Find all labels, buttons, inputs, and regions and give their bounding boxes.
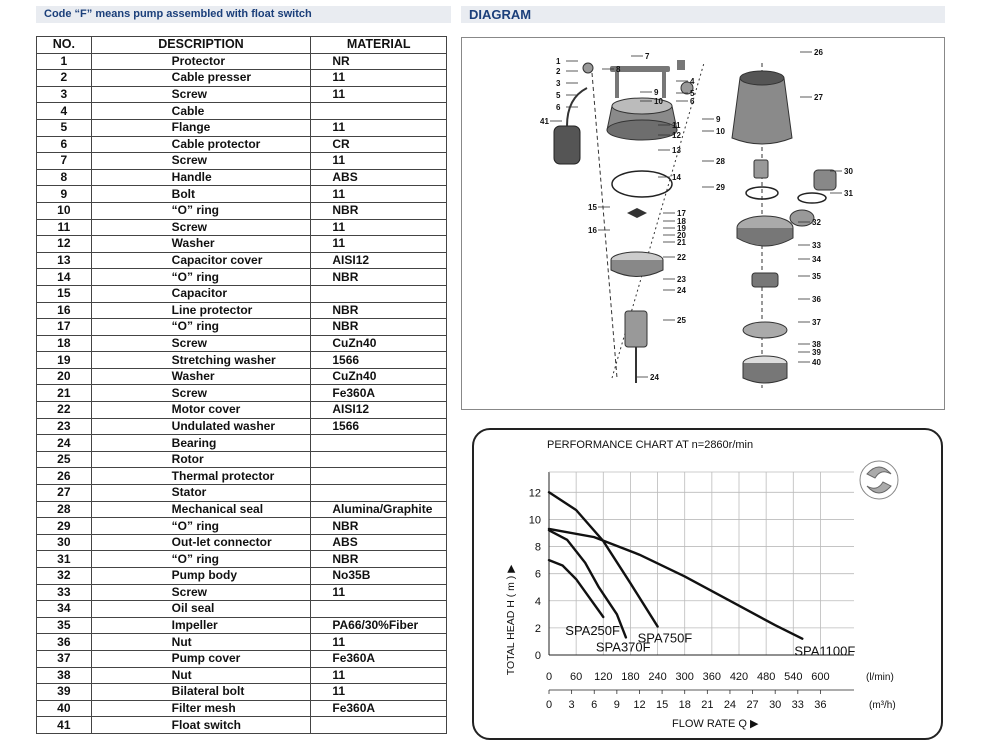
- pump-cover-part: [743, 322, 787, 338]
- y-tick-label: 6: [534, 568, 541, 581]
- cell-no: 13: [37, 252, 92, 269]
- table-row: [37, 534, 447, 551]
- cell-no: 34: [37, 601, 92, 618]
- chart-title: PERFORMANCE CHART AT n=2860r/min: [547, 439, 754, 451]
- cell-description: Screw: [91, 385, 311, 402]
- stator-part: [732, 71, 792, 144]
- table-row: [37, 501, 447, 518]
- x-tick-label-lmin: 60: [570, 671, 583, 683]
- cell-description: Washer: [91, 236, 311, 253]
- cell-material: AISI12: [311, 252, 447, 269]
- cell-no: 4: [37, 103, 92, 120]
- x-tick-label-lmin: 0: [545, 671, 553, 683]
- cell-no: 36: [37, 634, 92, 651]
- chart-axes: [549, 472, 854, 694]
- x-tick-label-m3h: 0: [545, 699, 553, 711]
- table-row: [37, 385, 447, 402]
- x-tick-label-m3h: 9: [613, 699, 620, 711]
- x-unit-m3h: (m³/h): [869, 700, 896, 711]
- exploded-diagram-drawing: [462, 38, 944, 409]
- chart-lines: [549, 492, 855, 658]
- cell-material: Fe360A: [311, 700, 447, 717]
- x-tick-label-lmin: 240: [648, 671, 667, 683]
- table-row: [37, 568, 447, 585]
- cell-no: 29: [37, 518, 92, 535]
- cell-description: Filter mesh: [91, 700, 311, 717]
- cell-description: Pump body: [91, 568, 311, 585]
- callout-label: 16: [588, 226, 597, 235]
- cell-description: Out-let connector: [91, 534, 311, 551]
- cell-no: 33: [37, 584, 92, 601]
- cell-description: Nut: [91, 634, 311, 651]
- callout-label: 9: [716, 115, 721, 124]
- cell-no: 28: [37, 501, 92, 518]
- cell-description: Stator: [91, 485, 311, 502]
- table-row: [37, 219, 447, 236]
- cell-material: ABS: [311, 534, 447, 551]
- cell-material: 11: [311, 634, 447, 651]
- table-row: [37, 319, 447, 336]
- series-label: SPA250F: [565, 623, 620, 639]
- x-tick-label-m3h: 24: [723, 699, 737, 711]
- callout-label: 35: [812, 272, 821, 281]
- table-row: [37, 402, 447, 419]
- callout-label: 19: [677, 224, 686, 233]
- cell-material: AISI12: [311, 402, 447, 419]
- cell-material: CuZn40: [311, 335, 447, 352]
- cell-material: NBR: [311, 302, 447, 319]
- cell-description: “O” ring: [91, 202, 311, 219]
- cell-material: Alumina/Graphite: [311, 501, 447, 518]
- y-tick-label: 8: [534, 541, 541, 554]
- callout-label: 7: [645, 52, 650, 61]
- cell-no: 5: [37, 119, 92, 136]
- table-row: [37, 368, 447, 385]
- cell-material: 11: [311, 70, 447, 87]
- rotor-part: [625, 311, 647, 383]
- callout-label: 41: [540, 117, 549, 126]
- x-tick-label-lmin: 360: [702, 671, 722, 683]
- callout-label: 39: [812, 348, 821, 357]
- motor-cover-part: [611, 252, 663, 277]
- cell-material: No35B: [311, 568, 447, 585]
- cell-material: [311, 468, 447, 485]
- cell-description: Undulated washer: [91, 418, 311, 435]
- cell-description: Bolt: [91, 186, 311, 203]
- table-row: [37, 601, 447, 618]
- callout-label: 2: [556, 67, 561, 76]
- cell-description: Line protector: [91, 302, 311, 319]
- cell-material: 1566: [311, 352, 447, 369]
- cell-description: Handle: [91, 169, 311, 186]
- cell-no: 7: [37, 153, 92, 170]
- callout-label: 29: [716, 183, 725, 192]
- table-row: [37, 86, 447, 103]
- cell-no: 9: [37, 186, 92, 203]
- callout-label: 6: [690, 97, 695, 106]
- callout-label: 11: [672, 121, 681, 130]
- pump-body-part: [737, 210, 814, 246]
- callout-label: 9: [654, 88, 659, 97]
- cell-material: NBR: [311, 202, 447, 219]
- callout-label: 8: [616, 65, 621, 74]
- cell-material: CR: [311, 136, 447, 153]
- cell-material: 1566: [311, 418, 447, 435]
- table-row: [37, 485, 447, 502]
- cell-description: Screw: [91, 86, 311, 103]
- table-row: [37, 103, 447, 120]
- table-row: [37, 335, 447, 352]
- cell-material: Fe360A: [311, 650, 447, 667]
- cell-no: 3: [37, 86, 92, 103]
- cell-material: PA66/30%Fiber: [311, 617, 447, 634]
- callout-label: 33: [812, 241, 821, 250]
- header-no: NO.: [37, 37, 92, 54]
- cell-description: “O” ring: [91, 518, 311, 535]
- diagram-title: DIAGRAM: [469, 7, 532, 22]
- cell-no: 37: [37, 650, 92, 667]
- cell-no: 18: [37, 335, 92, 352]
- cell-material: 11: [311, 186, 447, 203]
- cell-description: Bearing: [91, 435, 311, 452]
- callout-label: 40: [812, 358, 821, 367]
- table-row: [37, 53, 447, 70]
- cell-description: “O” ring: [91, 319, 311, 336]
- x-unit-lmin: (l/min): [866, 672, 894, 683]
- x-tick-label-lmin: 120: [594, 671, 613, 683]
- table-row: [37, 617, 447, 634]
- callout-label: 5: [690, 89, 695, 98]
- performance-chart-panel: [472, 428, 943, 740]
- x-tick-label-m3h: 33: [791, 699, 804, 711]
- table-row: [37, 169, 447, 186]
- cell-no: 27: [37, 485, 92, 502]
- cell-no: 31: [37, 551, 92, 568]
- cell-no: 8: [37, 169, 92, 186]
- cell-material: 11: [311, 684, 447, 701]
- x-tick-label-m3h: 18: [678, 699, 691, 711]
- callout-label: 13: [672, 146, 681, 155]
- callout-label: 21: [677, 238, 686, 247]
- exploded-diagram: [461, 37, 945, 410]
- y-axis-label: TOTAL HEAD H ( m ) ▶: [505, 564, 517, 676]
- table-row: [37, 136, 447, 153]
- cell-no: 12: [37, 236, 92, 253]
- x-tick-label-m3h: 12: [633, 699, 646, 711]
- header-description: DESCRIPTION: [91, 37, 311, 54]
- table-row: [37, 518, 447, 535]
- x-tick-label-lmin: 600: [811, 671, 830, 683]
- cell-no: 35: [37, 617, 92, 634]
- cell-description: Oil seal: [91, 601, 311, 618]
- series-label: SPA750F: [637, 630, 693, 646]
- cell-material: [311, 285, 447, 302]
- cell-description: Cable presser: [91, 70, 311, 87]
- x-tick-label-m3h: 6: [591, 699, 598, 711]
- cell-description: Capacitor cover: [91, 252, 311, 269]
- cell-material: ABS: [311, 169, 447, 186]
- cell-material: 11: [311, 119, 447, 136]
- x-tick-label-m3h: 15: [655, 699, 669, 711]
- x-tick-label-m3h: 3: [568, 699, 575, 711]
- cell-no: 32: [37, 568, 92, 585]
- cell-description: Motor cover: [91, 402, 311, 419]
- table-row: [37, 667, 447, 684]
- cell-description: Thermal protector: [91, 468, 311, 485]
- callout-label: 25: [677, 316, 686, 325]
- motor-head-part: [607, 66, 677, 140]
- table-row: [37, 119, 447, 136]
- table-row: [37, 468, 447, 485]
- table-row: [37, 684, 447, 701]
- table-row: [37, 352, 447, 369]
- diagram-title-banner: [461, 6, 945, 23]
- cell-description: Bilateral bolt: [91, 684, 311, 701]
- callout-label: 3: [556, 79, 561, 88]
- table-header-row: [37, 37, 447, 54]
- table-row: [37, 634, 447, 651]
- callout-label: 27: [814, 93, 823, 102]
- cell-no: 30: [37, 534, 92, 551]
- cell-material: 11: [311, 667, 447, 684]
- y-tick-label: 2: [534, 622, 541, 635]
- code-note-banner: [36, 6, 451, 23]
- callout-label: 26: [814, 48, 823, 57]
- x-tick-label-m3h: 36: [814, 699, 827, 711]
- cell-material: 11: [311, 153, 447, 170]
- x-tick-label-lmin: 420: [729, 671, 749, 683]
- table-row: [37, 435, 447, 452]
- cell-no: 26: [37, 468, 92, 485]
- table-row: [37, 418, 447, 435]
- cell-no: 19: [37, 352, 92, 369]
- cell-description: Flange: [91, 119, 311, 136]
- cell-description: Screw: [91, 219, 311, 236]
- cell-material: [311, 717, 447, 734]
- cell-description: Stretching washer: [91, 352, 311, 369]
- y-tick-label: 0: [534, 650, 541, 662]
- cell-material: CuZn40: [311, 368, 447, 385]
- filter-mesh-part: [743, 356, 787, 383]
- cell-material: 11: [311, 219, 447, 236]
- performance-chart: [474, 430, 941, 738]
- cell-description: Cable: [91, 103, 311, 120]
- table-row: [37, 717, 447, 734]
- x-tick-label-lmin: 180: [621, 671, 640, 683]
- cell-no: 15: [37, 285, 92, 302]
- x-tick-label-lmin: 300: [675, 671, 694, 683]
- chart-tick-labels: [529, 487, 830, 711]
- cell-description: Float switch: [91, 717, 311, 734]
- callout-label: 36: [812, 295, 821, 304]
- code-note-text: Code “F” means pump assembled with float switch: [44, 8, 312, 20]
- callout-label: 28: [716, 157, 725, 166]
- cell-description: Rotor: [91, 451, 311, 468]
- cell-material: [311, 485, 447, 502]
- cell-material: 11: [311, 584, 447, 601]
- y-tick-label: 12: [528, 487, 541, 500]
- cell-description: Capacitor: [91, 285, 311, 302]
- callout-label: 37: [812, 318, 821, 327]
- callout-label: 4: [690, 77, 695, 86]
- cell-material: NBR: [311, 551, 447, 568]
- cell-no: 10: [37, 202, 92, 219]
- cell-no: 2: [37, 70, 92, 87]
- cell-material: NBR: [311, 518, 447, 535]
- cell-material: [311, 451, 447, 468]
- cell-no: 22: [37, 402, 92, 419]
- cell-description: Impeller: [91, 617, 311, 634]
- o-ring-14-part: [612, 171, 672, 197]
- callout-label: 10: [716, 127, 725, 136]
- x-axis-label: FLOW RATE Q ▶: [672, 718, 759, 730]
- cell-no: 17: [37, 319, 92, 336]
- cell-no: 16: [37, 302, 92, 319]
- cable-gland-parts: [583, 60, 693, 94]
- y-tick-label: 10: [528, 514, 541, 527]
- callout-label: 15: [588, 203, 597, 212]
- callout-label: 12: [672, 131, 681, 140]
- cell-description: Mechanical seal: [91, 501, 311, 518]
- callout-label: 24: [650, 373, 659, 382]
- parts-table: [36, 36, 447, 734]
- cell-description: Protector: [91, 53, 311, 70]
- callout-label: 22: [677, 253, 686, 262]
- x-tick-label-m3h: 21: [701, 699, 714, 711]
- callout-label: 31: [844, 189, 853, 198]
- table-row: [37, 551, 447, 568]
- y-tick-label: 4: [534, 595, 541, 608]
- cell-description: Nut: [91, 667, 311, 684]
- cell-no: 23: [37, 418, 92, 435]
- callout-label: 32: [812, 218, 821, 227]
- series-label: SPA370F: [595, 639, 651, 655]
- table-row: [37, 700, 447, 717]
- table-row: [37, 153, 447, 170]
- brand-logo-icon: [860, 461, 898, 499]
- cell-no: 39: [37, 684, 92, 701]
- cell-no: 24: [37, 435, 92, 452]
- cell-no: 21: [37, 385, 92, 402]
- x-tick-label-m3h: 30: [769, 699, 782, 711]
- callout-label: 30: [844, 167, 853, 176]
- callout-label: 24: [677, 286, 686, 295]
- table-row: [37, 451, 447, 468]
- callout-label: 14: [672, 173, 681, 182]
- cell-material: Fe360A: [311, 385, 447, 402]
- callout-label: 20: [677, 231, 686, 240]
- cell-no: 41: [37, 717, 92, 734]
- cell-description: Screw: [91, 584, 311, 601]
- table-row: [37, 302, 447, 319]
- header-material: MATERIAL: [311, 37, 447, 54]
- cell-no: 20: [37, 368, 92, 385]
- callout-label: 10: [654, 97, 663, 106]
- x-tick-label-m3h: 27: [746, 699, 759, 711]
- cell-description: Washer: [91, 368, 311, 385]
- cell-material: NBR: [311, 269, 447, 286]
- cell-material: 11: [311, 86, 447, 103]
- cell-no: 1: [37, 53, 92, 70]
- x-tick-label-lmin: 540: [784, 671, 803, 683]
- table-row: [37, 650, 447, 667]
- table-row: [37, 252, 447, 269]
- callout-label: 17: [677, 209, 686, 218]
- series-label: SPA1100F: [794, 643, 856, 659]
- cell-material: [311, 103, 447, 120]
- capacitor-part: [627, 208, 647, 218]
- callout-label: 1: [556, 57, 561, 66]
- x-tick-label-lmin: 480: [756, 671, 776, 683]
- cell-no: 14: [37, 269, 92, 286]
- callout-label: 18: [677, 217, 686, 226]
- callout-label: 23: [677, 275, 686, 284]
- table-row: [37, 186, 447, 203]
- callout-label: 6: [556, 103, 561, 112]
- cell-material: [311, 435, 447, 452]
- cell-material: NR: [311, 53, 447, 70]
- outlet-connector-part: [798, 170, 836, 203]
- cell-material: 11: [311, 236, 447, 253]
- cell-no: 40: [37, 700, 92, 717]
- cell-no: 11: [37, 219, 92, 236]
- impeller-part: [752, 273, 778, 287]
- mechanical-seal-part: [754, 160, 768, 178]
- callout-label: 5: [556, 91, 561, 100]
- cell-no: 38: [37, 667, 92, 684]
- cell-description: Pump cover: [91, 650, 311, 667]
- table-row: [37, 285, 447, 302]
- cell-no: 25: [37, 451, 92, 468]
- table-row: [37, 269, 447, 286]
- callout-label: 38: [812, 340, 821, 349]
- table-row: [37, 236, 447, 253]
- cell-material: NBR: [311, 319, 447, 336]
- table-row: [37, 70, 447, 87]
- cell-description: “O” ring: [91, 269, 311, 286]
- cell-description: Cable protector: [91, 136, 311, 153]
- table-row: [37, 584, 447, 601]
- cell-no: 6: [37, 136, 92, 153]
- cell-description: Screw: [91, 153, 311, 170]
- cell-description: Screw: [91, 335, 311, 352]
- callout-label: 34: [812, 255, 821, 264]
- cell-material: [311, 601, 447, 618]
- table-row: [37, 202, 447, 219]
- cell-description: “O” ring: [91, 551, 311, 568]
